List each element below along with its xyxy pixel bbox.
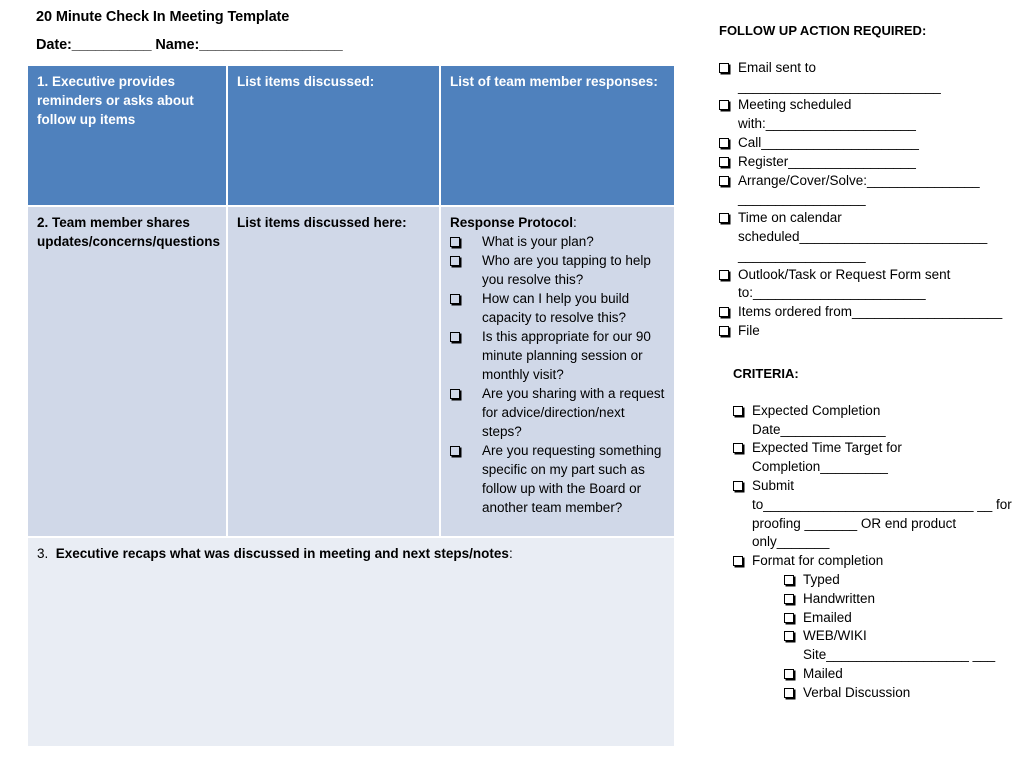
- protocol-item: Are you sharing with a request for advice/direction/next steps?: [450, 384, 665, 441]
- checkbox-icon[interactable]: [450, 237, 460, 247]
- criteria-item-submit: Submit to____________________________ __ for proofing _______ OR end product only_______: [733, 477, 1013, 552]
- follow-up-item-ordered: Items ordered from____________________: [719, 303, 1009, 322]
- checkbox-icon[interactable]: [733, 443, 743, 453]
- checkbox-icon[interactable]: [719, 63, 729, 73]
- checkbox-icon[interactable]: [784, 613, 794, 623]
- protocol-item: Is this appropriate for our 90 minute planning session or monthly visit?: [450, 327, 665, 384]
- colon: :: [508, 546, 513, 561]
- checkbox-icon[interactable]: [719, 100, 729, 110]
- follow-up-item-outlook: Outlook/Task or Request Form sent to:_______________________: [719, 266, 1009, 304]
- format-option-web-wiki: WEB/WIKI Site___________________ ___: [784, 627, 1013, 665]
- checkbox-icon[interactable]: [719, 138, 729, 148]
- format-option-verbal: Verbal Discussion: [784, 684, 1013, 703]
- format-option-handwritten: Handwritten: [784, 590, 1013, 609]
- items-discussed-cell[interactable]: List items discussed:: [227, 65, 440, 206]
- follow-up-item-arrange: Arrange/Cover/Solve:_______________ _________________: [719, 172, 1009, 210]
- date-name-line: [36, 37, 343, 53]
- follow-up-item-calendar: Time on calendar scheduled_________________________ _________________: [719, 209, 1009, 265]
- checkbox-icon[interactable]: [719, 307, 729, 317]
- follow-up-heading: FOLLOW UP ACTION REQUIRED:: [719, 23, 927, 38]
- follow-up-item-call: Call_____________________: [719, 134, 1009, 153]
- criteria-item-time-target: Expected Time Target for Completion_________: [733, 439, 1013, 477]
- checkbox-icon[interactable]: [733, 556, 743, 566]
- criteria-panel: [733, 365, 1013, 703]
- checkbox-icon[interactable]: [784, 594, 794, 604]
- meeting-table: [26, 64, 676, 748]
- criteria-item-format: Format for completion: [733, 552, 1013, 571]
- protocol-item: What is your plan?: [450, 232, 665, 251]
- checkbox-icon[interactable]: [450, 332, 460, 342]
- format-option-emailed: Emailed: [784, 609, 1013, 628]
- follow-up-item-file: File: [719, 322, 1009, 341]
- protocol-checklist: [450, 232, 665, 517]
- criteria-item-completion-date: Expected Completion Date______________: [733, 402, 1013, 440]
- follow-up-item-email: Email sent to ___________________________: [719, 59, 1009, 97]
- response-protocol-heading: Response Protocol: [450, 215, 574, 230]
- checkbox-icon[interactable]: [450, 446, 460, 456]
- checkbox-icon[interactable]: [784, 631, 794, 641]
- checkbox-icon[interactable]: [450, 294, 460, 304]
- colon: :: [573, 215, 577, 230]
- checkbox-icon[interactable]: [784, 688, 794, 698]
- checkbox-icon[interactable]: [719, 176, 729, 186]
- format-options: [733, 571, 1013, 703]
- team-updates-cell: 2. Team member shares updates/concerns/questions: [27, 206, 227, 537]
- protocol-item: Are you requesting something specific on my part such as follow up with the Board or another team member?: [450, 441, 665, 517]
- protocol-item: Who are you tapping to help you resolve this?: [450, 251, 665, 289]
- table-row-executive-recap: [27, 537, 675, 747]
- protocol-item: How can I help you build capacity to resolve this?: [450, 289, 665, 327]
- document-title: 20 Minute Check In Meeting Template: [36, 9, 290, 25]
- checkbox-icon[interactable]: [719, 157, 729, 167]
- criteria-heading: CRITERIA:: [733, 366, 799, 381]
- checkbox-icon[interactable]: [733, 406, 743, 416]
- date-field[interactable]: __________: [71, 37, 152, 53]
- team-responses-cell[interactable]: List of team member responses:: [440, 65, 675, 206]
- format-option-mailed: Mailed: [784, 665, 1013, 684]
- recap-text: Executive recaps what was discussed in meeting and next steps/notes: [55, 546, 509, 561]
- response-protocol-cell: [440, 206, 675, 537]
- name-field[interactable]: __________________: [199, 37, 343, 53]
- checkbox-icon[interactable]: [450, 389, 460, 399]
- recap-number: 3.: [37, 546, 49, 561]
- checkbox-icon[interactable]: [719, 213, 729, 223]
- checkbox-icon[interactable]: [733, 481, 743, 491]
- checkbox-icon[interactable]: [719, 326, 729, 336]
- checkbox-icon[interactable]: [719, 270, 729, 280]
- executive-reminders-cell: 1. Executive provides reminders or asks about follow up items: [27, 65, 227, 206]
- date-label: Date:: [36, 37, 72, 53]
- format-option-typed: Typed: [784, 571, 1013, 590]
- table-row-team-updates: [27, 206, 675, 537]
- follow-up-item-register: Register_________________: [719, 153, 1009, 172]
- executive-recap-cell[interactable]: [27, 537, 675, 747]
- follow-up-panel: [719, 22, 1009, 341]
- follow-up-item-meeting: Meeting scheduled with:____________________: [719, 96, 1009, 134]
- checkbox-icon[interactable]: [784, 575, 794, 585]
- name-label: Name:: [155, 37, 200, 53]
- items-discussed-here-cell[interactable]: List items discussed here:: [227, 206, 440, 537]
- table-row-executive-reminders: [27, 65, 675, 206]
- checkbox-icon[interactable]: [784, 669, 794, 679]
- checkbox-icon[interactable]: [450, 256, 460, 266]
